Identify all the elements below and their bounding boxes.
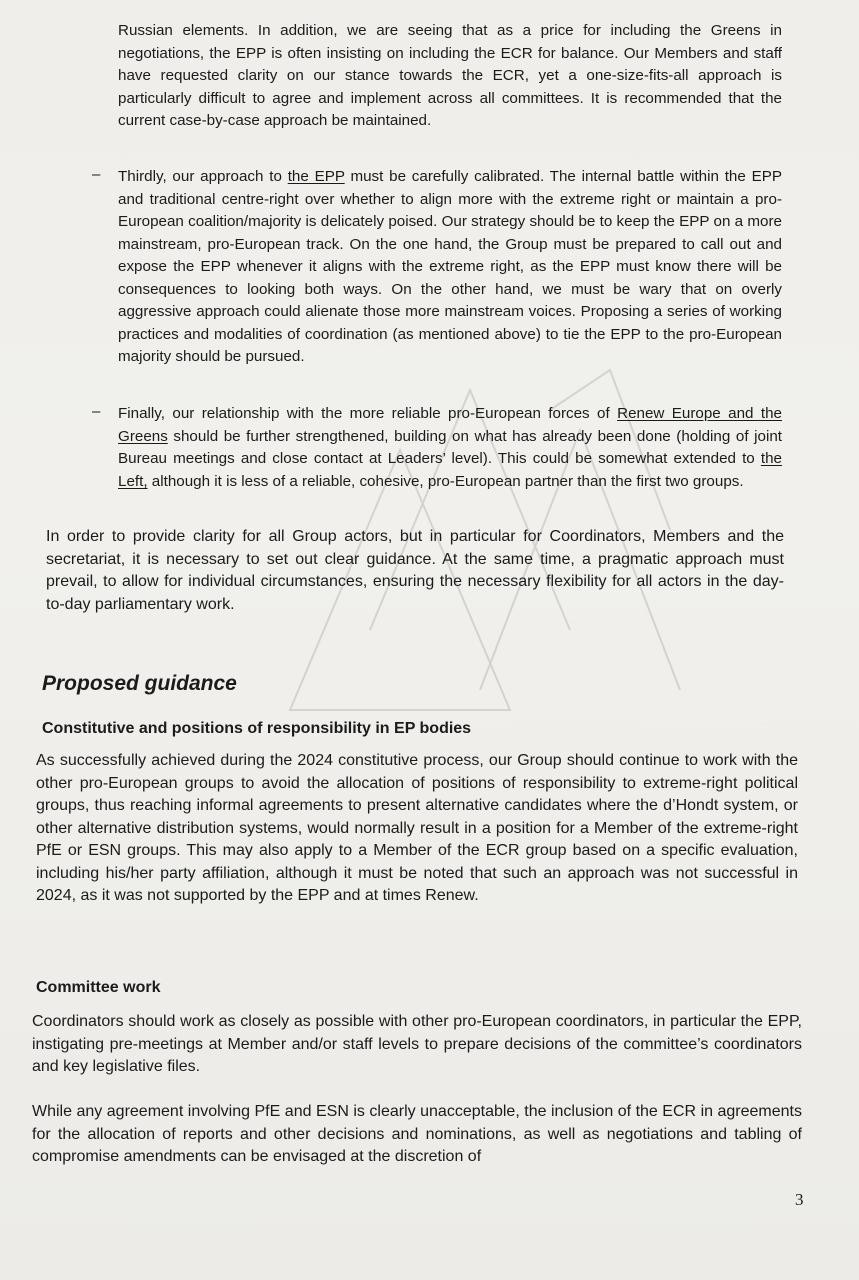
- subheading-committee-work: Committee work: [36, 979, 161, 996]
- page-number: 3: [795, 1190, 804, 1209]
- committee-paragraph-1: Coordinators should work as closely as possible with other pro-European coordinators, in particular the EPP, instigating pre-meetings at Member and/or staff levels to prepare decisions of the committee’s coordinators and key legislative files.: [32, 1013, 802, 1075]
- bullet-dash: –: [92, 403, 101, 420]
- bullet-finally-text: Finally, our relationship with the more reliable pro-European forces of Renew Europe and the Greens should be further strengthened, building on what has already been done (holding of joint Bureau meetings and close contact at Leaders’ level). This could be somewhat extended to the Left, although it is less of a reliable, cohesive, pro-European partner than the first two groups.: [118, 405, 782, 490]
- bullet-thirdly: [92, 166, 782, 369]
- bullet-thirdly-text: Thirdly, our approach to the EPP must be carefully calibrated. The internal battle within the EPP and traditional centre-right over whether to align more with the extreme right or maintain a pro-European coalition/majority is delicately poised. Our strategy should be to keep the EPP on a more mainstream, pro-European track. On the one hand, the Group must be prepared to call out and expose the EPP whenever it aligns with the extreme right, as the EPP must know there will be consequences to looking both ways. On the other hand, we must be wary that on overly aggressive approach could alienate those more mainstream voices. Proposing a series of working practices and modalities of coordination (as mentioned above) to tie the EPP to the pro-European majority should be pursued.: [118, 168, 782, 365]
- subheading-positions: Constitutive and positions of responsibility in EP bodies: [42, 720, 472, 737]
- underlined-term-left: the Left,: [118, 450, 782, 490]
- bullet-finally: [92, 403, 782, 493]
- underlined-term-renew-greens: Renew Europe and the Greens: [118, 405, 782, 445]
- continuation-text: Russian elements. In addition, we are seeing that as a price for including the Greens in negotiations, the EPP is often insisting on including the ECR for balance. Our Members and staff have requested clarity on our stance towards the ECR, yet a one-size-fits-all approach is particularly difficult to agree and implement across all committees. It is recommended that the current case-by-case approach be maintained.: [118, 22, 782, 129]
- positions-paragraph: As successfully achieved during the 2024 constitutive process, our Group should continue to work with the other pro-European groups to avoid the allocation of positions of responsibility to extreme-right political groups, thus reaching informal agreements to present alternative candidates where the d’Hondt system, or other alternative distribution systems, would normally result in a position for a Member of the extreme-right PfE or ESN groups. This may also apply to a Member of the ECR group based on a specific evaluation, including his/her party affiliation, although it must be noted that such an approach was not successful in 2024, as it was not supported by the EPP and at times Renew.: [36, 752, 798, 904]
- bullet-dash: –: [92, 166, 101, 183]
- section-heading: Proposed guidance: [42, 672, 237, 695]
- underlined-term-epp: the EPP: [287, 168, 345, 185]
- continuation-paragraph: [92, 20, 782, 133]
- clarity-paragraph: In order to provide clarity for all Group actors, but in particular for Coordinators, Members and the secretariat, it is necessary to set out clear guidance. At the same time, a pragmatic approach must prevail, to allow for individual circumstances, ensuring the necessary flexibility for all actors in the day-to-day parliamentary work.: [46, 528, 784, 613]
- committee-paragraph-2: While any agreement involving PfE and ESN is clearly unacceptable, the inclusion of the ECR in agreements for the allocation of reports and other decisions and nominations, as well as negotiations and tabling of compromise amendments can be envisaged at the discretion of: [32, 1103, 802, 1165]
